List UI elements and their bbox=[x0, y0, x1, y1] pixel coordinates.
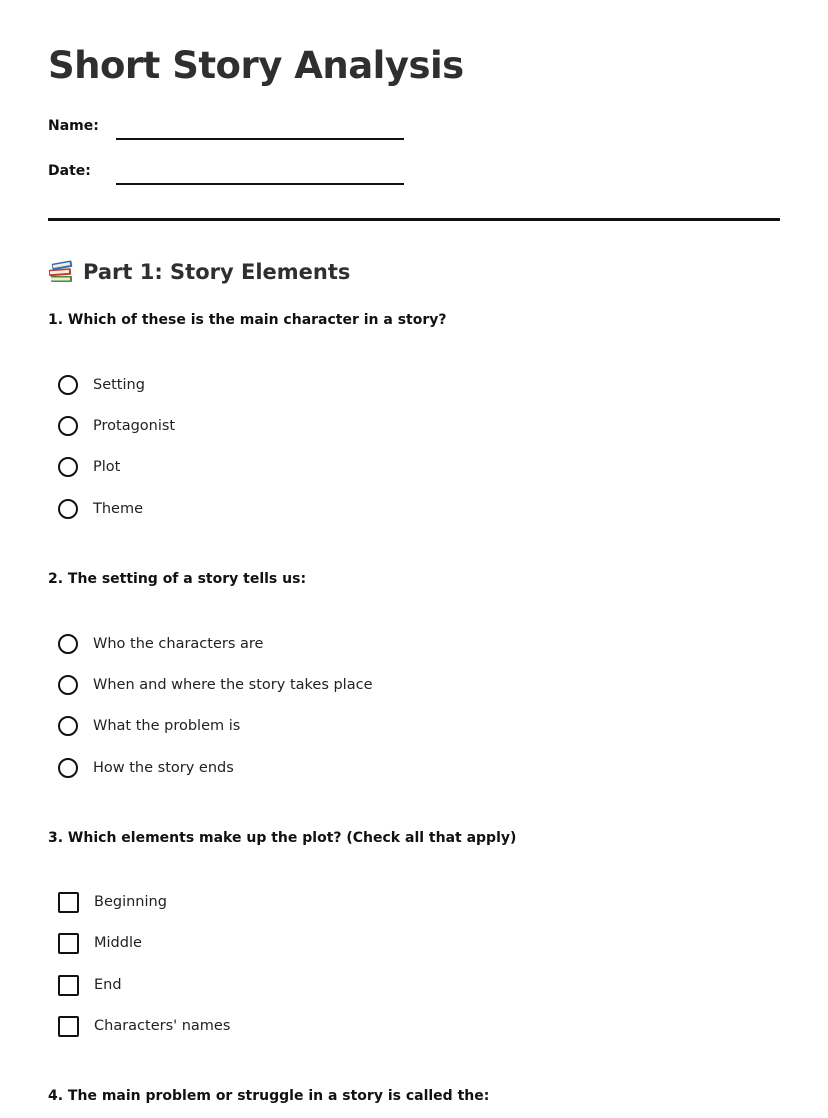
question-3-option-middle[interactable] bbox=[58, 930, 142, 956]
radio-button[interactable] bbox=[58, 675, 78, 695]
page-title: Short Story Analysis bbox=[48, 44, 464, 87]
option-label: Middle bbox=[94, 935, 142, 951]
question-1-option-protagonist[interactable] bbox=[58, 413, 175, 439]
question-3-text: 3. Which elements make up the plot? (Check all that apply) bbox=[48, 830, 517, 846]
checkbox[interactable] bbox=[58, 933, 79, 954]
option-label: Theme bbox=[93, 501, 144, 517]
radio-button[interactable] bbox=[58, 758, 78, 778]
option-label: End bbox=[94, 977, 122, 993]
option-label: Characters' names bbox=[94, 1018, 231, 1034]
option-label: When and where the story takes place bbox=[93, 677, 373, 693]
option-label: Who the characters are bbox=[93, 636, 264, 652]
radio-button[interactable] bbox=[58, 457, 78, 477]
checkbox[interactable] bbox=[58, 975, 79, 996]
checkbox[interactable] bbox=[58, 1016, 79, 1037]
name-field-label: Name: bbox=[48, 118, 99, 134]
option-label: Setting bbox=[93, 377, 145, 393]
name-field-line[interactable] bbox=[116, 138, 404, 140]
date-field-label: Date: bbox=[48, 163, 91, 179]
header-divider bbox=[48, 218, 780, 221]
question-1-option-plot[interactable] bbox=[58, 454, 120, 480]
section-heading bbox=[48, 256, 350, 288]
question-4-text: 4. The main problem or struggle in a story is called the: bbox=[48, 1088, 490, 1104]
radio-button[interactable] bbox=[58, 416, 78, 436]
question-3-option-end[interactable] bbox=[58, 972, 122, 998]
checkbox[interactable] bbox=[58, 892, 79, 913]
question-2-text: 2. The setting of a story tells us: bbox=[48, 571, 307, 587]
question-2-option-4[interactable] bbox=[58, 755, 234, 781]
option-label: Protagonist bbox=[93, 418, 176, 434]
section-title: Part 1: Story Elements bbox=[83, 260, 351, 284]
option-label: What the problem is bbox=[93, 718, 241, 734]
date-field-row bbox=[48, 163, 408, 193]
radio-button[interactable] bbox=[58, 634, 78, 654]
question-1-text: 1. Which of these is the main character in a story? bbox=[48, 312, 447, 328]
question-3-option-beginning[interactable] bbox=[58, 889, 167, 915]
question-1-option-theme[interactable] bbox=[58, 496, 143, 522]
date-field-line[interactable] bbox=[116, 183, 404, 185]
question-2-option-3[interactable] bbox=[58, 713, 240, 739]
question-1-option-setting[interactable] bbox=[58, 372, 145, 398]
books-icon bbox=[48, 260, 74, 284]
question-2-option-1[interactable] bbox=[58, 631, 263, 657]
option-label: Beginning bbox=[94, 894, 167, 910]
radio-button[interactable] bbox=[58, 499, 78, 519]
option-label: Plot bbox=[93, 459, 121, 475]
radio-button[interactable] bbox=[58, 375, 78, 395]
name-field-row bbox=[48, 118, 408, 148]
question-2-option-2[interactable] bbox=[58, 672, 373, 698]
radio-button[interactable] bbox=[58, 716, 78, 736]
option-label: How the story ends bbox=[93, 760, 234, 776]
question-3-option-characters-names[interactable] bbox=[58, 1013, 230, 1039]
